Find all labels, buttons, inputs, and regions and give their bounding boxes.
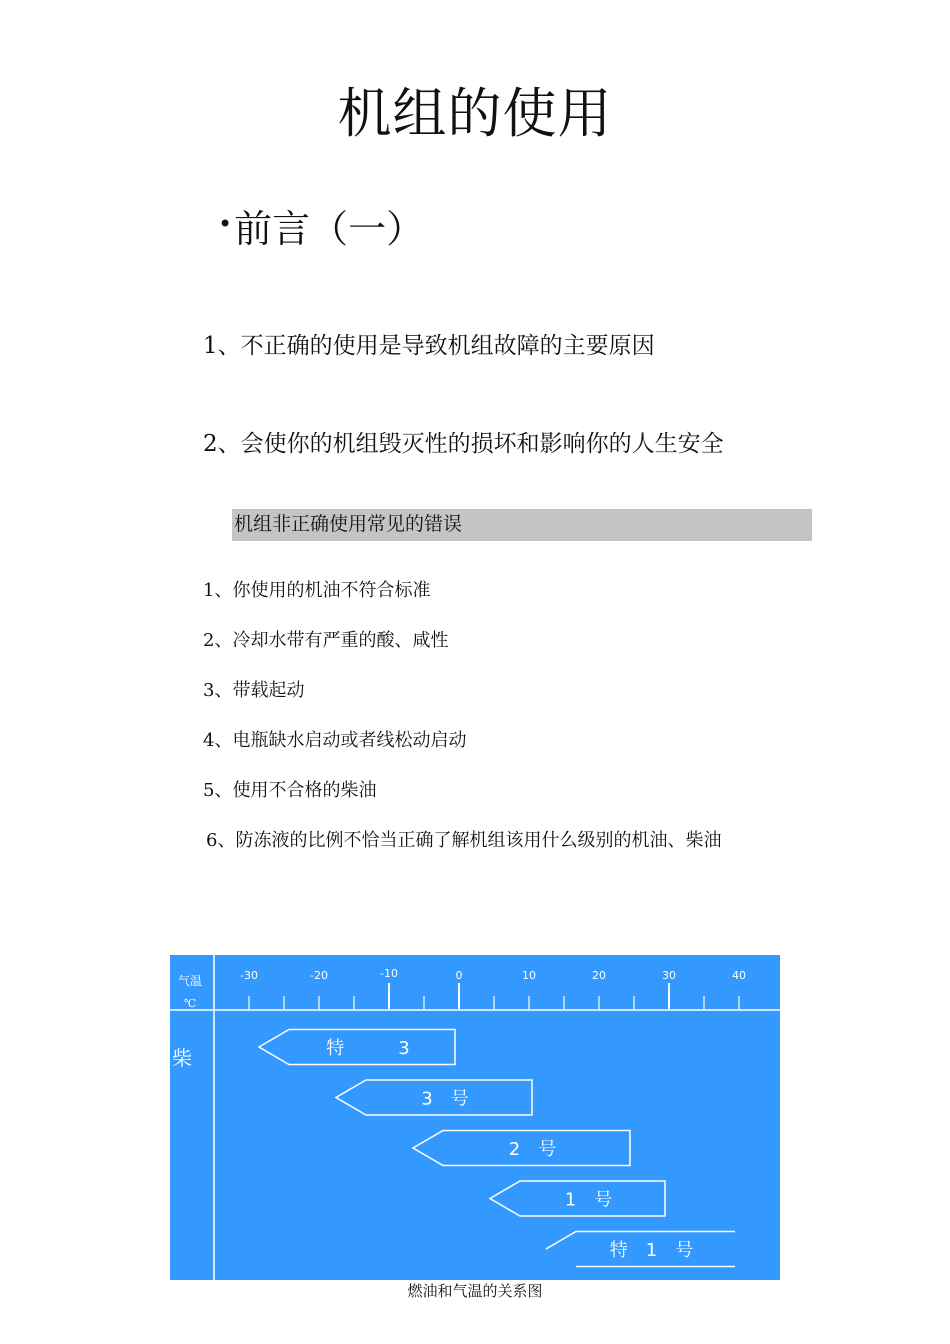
axis-tick-label: 40 [732,969,746,982]
row-label-diesel: 柴 [172,1046,192,1070]
point-2: 2、会使你的机组毁灭性的损坏和影响你的人生安全 [203,431,724,457]
axis-tick-label: 0 [455,969,463,982]
axis-tick-label: -20 [310,969,328,982]
error-item-4: 4、电瓶缺水启动或者线松动启动 [203,730,467,751]
axis-tick-label: 10 [522,969,536,982]
axis-tick-label: 20 [592,969,606,982]
section-title: 机组非正确使用常见的错误 [232,509,812,541]
chart-caption: 燃油和气温的关系图 [407,1282,543,1300]
error-item-3: 3、带载起动 [203,680,305,701]
error-item-2: 2、冷却水带有严重的酸、咸性 [203,630,449,651]
preface-heading [218,198,424,255]
error-item-6: 6、防冻液的比例不恰当正确了解机组该用什么级别的机油、柴油 [206,830,722,851]
error-item-1: 1、你使用的机油不符合标准 [203,580,431,601]
axis-tick-label: -10 [380,967,398,980]
fuel-grade-label: 2 号 [508,1139,557,1160]
header-label-unit: ℃ [183,997,197,1010]
fuel-grade-label: 特 1 号 [609,1240,694,1261]
page-title: 机组的使用 [337,82,613,145]
bullet-icon: • [218,210,233,238]
fuel-grade-label: 3 号 [421,1088,469,1110]
fuel-grade-label: 1 号 [564,1189,613,1211]
point-1: 1、不正确的使用是导致机组故障的主要原因 [203,333,655,359]
error-item-5: 5、使用不合格的柴油 [203,780,377,801]
preface-heading-text: 前言（一） [234,207,425,251]
header-label-temperature: 气温 [177,974,203,988]
axis-tick-label: 30 [662,969,676,982]
axis-tick-label: -30 [240,969,258,982]
fuel-temperature-chart [170,955,780,1280]
fuel-grade-label: 特 3 [326,1038,410,1059]
